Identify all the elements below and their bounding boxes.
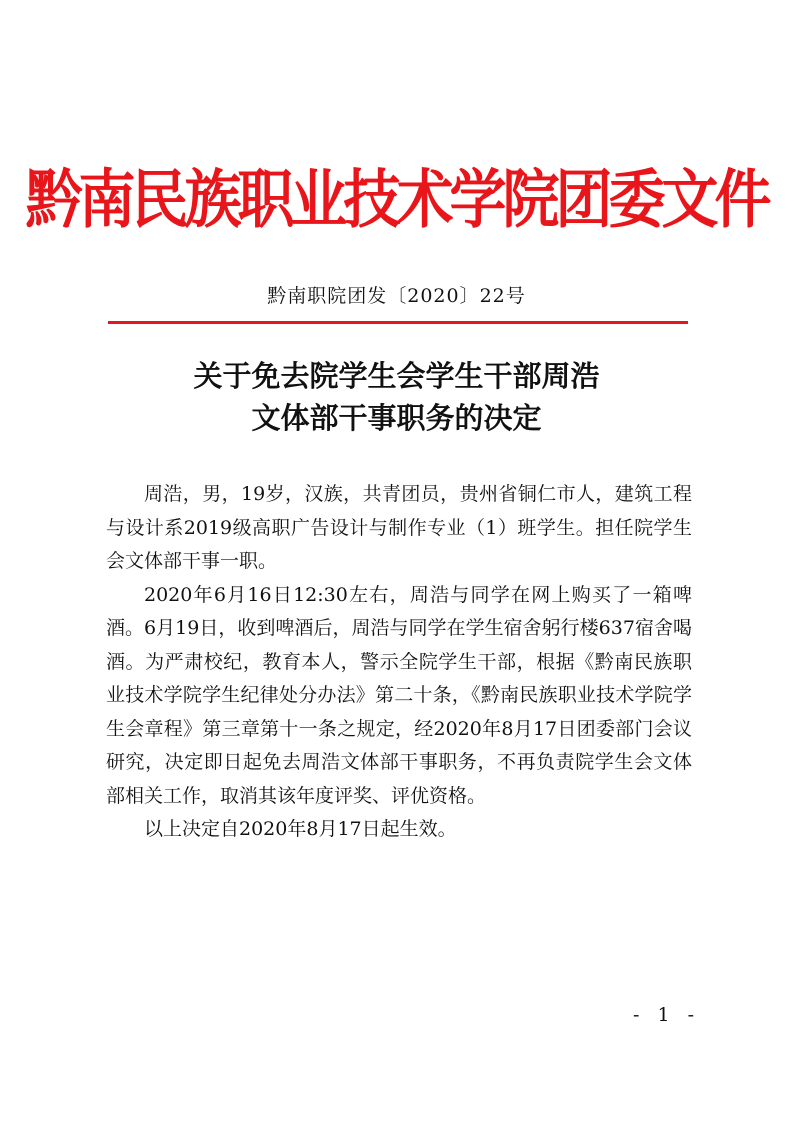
document-body — [106, 478, 692, 847]
document-title — [0, 355, 793, 439]
page-number: - 1 - — [632, 1004, 700, 1026]
body-paragraph-3: 以上决定自2020年8月17日起生效。 — [144, 818, 457, 840]
issuer-header-title: 黔南民族职业技术学院团委文件 — [25, 163, 768, 237]
document-title-line-1: 关于免去院学生会学生干部周浩 — [193, 359, 600, 393]
document-number: 黔南职院团发〔2020〕22号 — [267, 285, 526, 307]
body-paragraph-2: 2020年6月16日12:30左右，周浩与同学在网上购买了一箱啤酒。6月19日，收到啤酒后，周浩与同学在学生宿舍躬行楼637宿舍喝酒。为严肃校纪，教育本人，警示全院学生干部，根据《黔南民族职业技术学院学生纪律处分办法》第二十条，《黔南民族职业技术学院学生会章程》第三章第十一条之规定，经2020年8月17日团委部门会议研究，决定即日起免去周浩文体部干事职务，不再负责院学生会文体部相关工作，取消其该年度评奖、评优资格。 — [106, 583, 692, 807]
document-title-line-2: 文体部干事职务的决定 — [251, 401, 542, 435]
body-paragraph-1: 周浩，男，19岁，汉族，共青团员，贵州省铜仁市人，建筑工程与设计系2019级高职广告设计与制作专业（1）班学生。担任院学生会文体部干事一职。 — [106, 483, 692, 572]
red-divider-rule — [108, 321, 688, 324]
